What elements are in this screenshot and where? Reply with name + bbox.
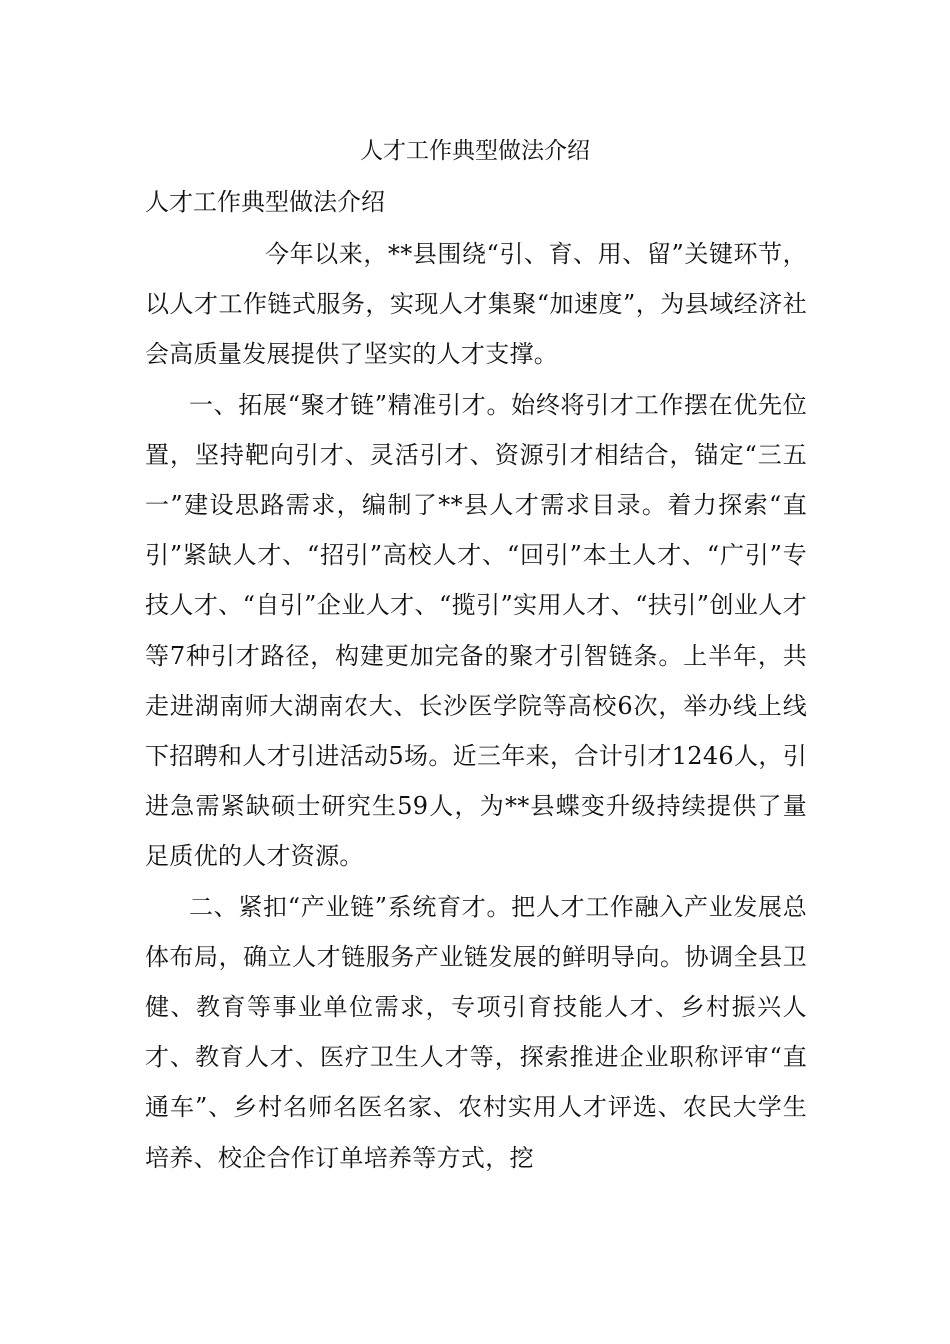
document-subtitle: 人才工作典型做法介绍 [145,188,385,216]
document-body [145,229,807,1183]
paragraph-section-1: 一、拓展“聚才链”精准引才。始终将引才工作摆在优先位置，坚持靶向引才、灵活引才、资源引才相结合，锚定“三五一”建设思路需求，编制了**县人才需求目录。着力探索“直引”紧缺人才、“招引”高校人才、“回引”本土人才、“广引”专技人才、“自引”企业人才、“揽引”实用人才、“扶引”创业人才等7种引才路径，构建更加完备的聚才引智链条。上半年，共走进湖南师大湖南农大、长沙医学院等高校6次，举办线上线下招聘和人才引进活动5场。近三年来，合计引才1246人，引进急需紧缺硕士研究生59人，为**县蝶变升级持续提供了量足质优的人才资源。 [145,390,807,871]
paragraph-section-2: 二、紧扣“产业链”系统育才。把人才工作融入产业发展总体布局，确立人才链服务产业链发展的鲜明导向。协调全县卫健、教育等事业单位需求，专项引育技能人才、乡村振兴人才、教育人才、医疗卫生人才等，探索推进企业职称评审“直通车”、乡村名师名医名家、农村实用人才评选、农民大学生培养、校企合作订单培养等方式，挖 [145,892,807,1172]
paragraph-intro: 今年以来，**县围绕“引、育、用、留”关键环节，以人才工作链式服务，实现人才集聚“加速度”，为县域经济社会高质量发展提供了坚实的人才支撑。 [145,240,807,369]
document-title: 人才工作典型做法介绍 [360,138,590,164]
